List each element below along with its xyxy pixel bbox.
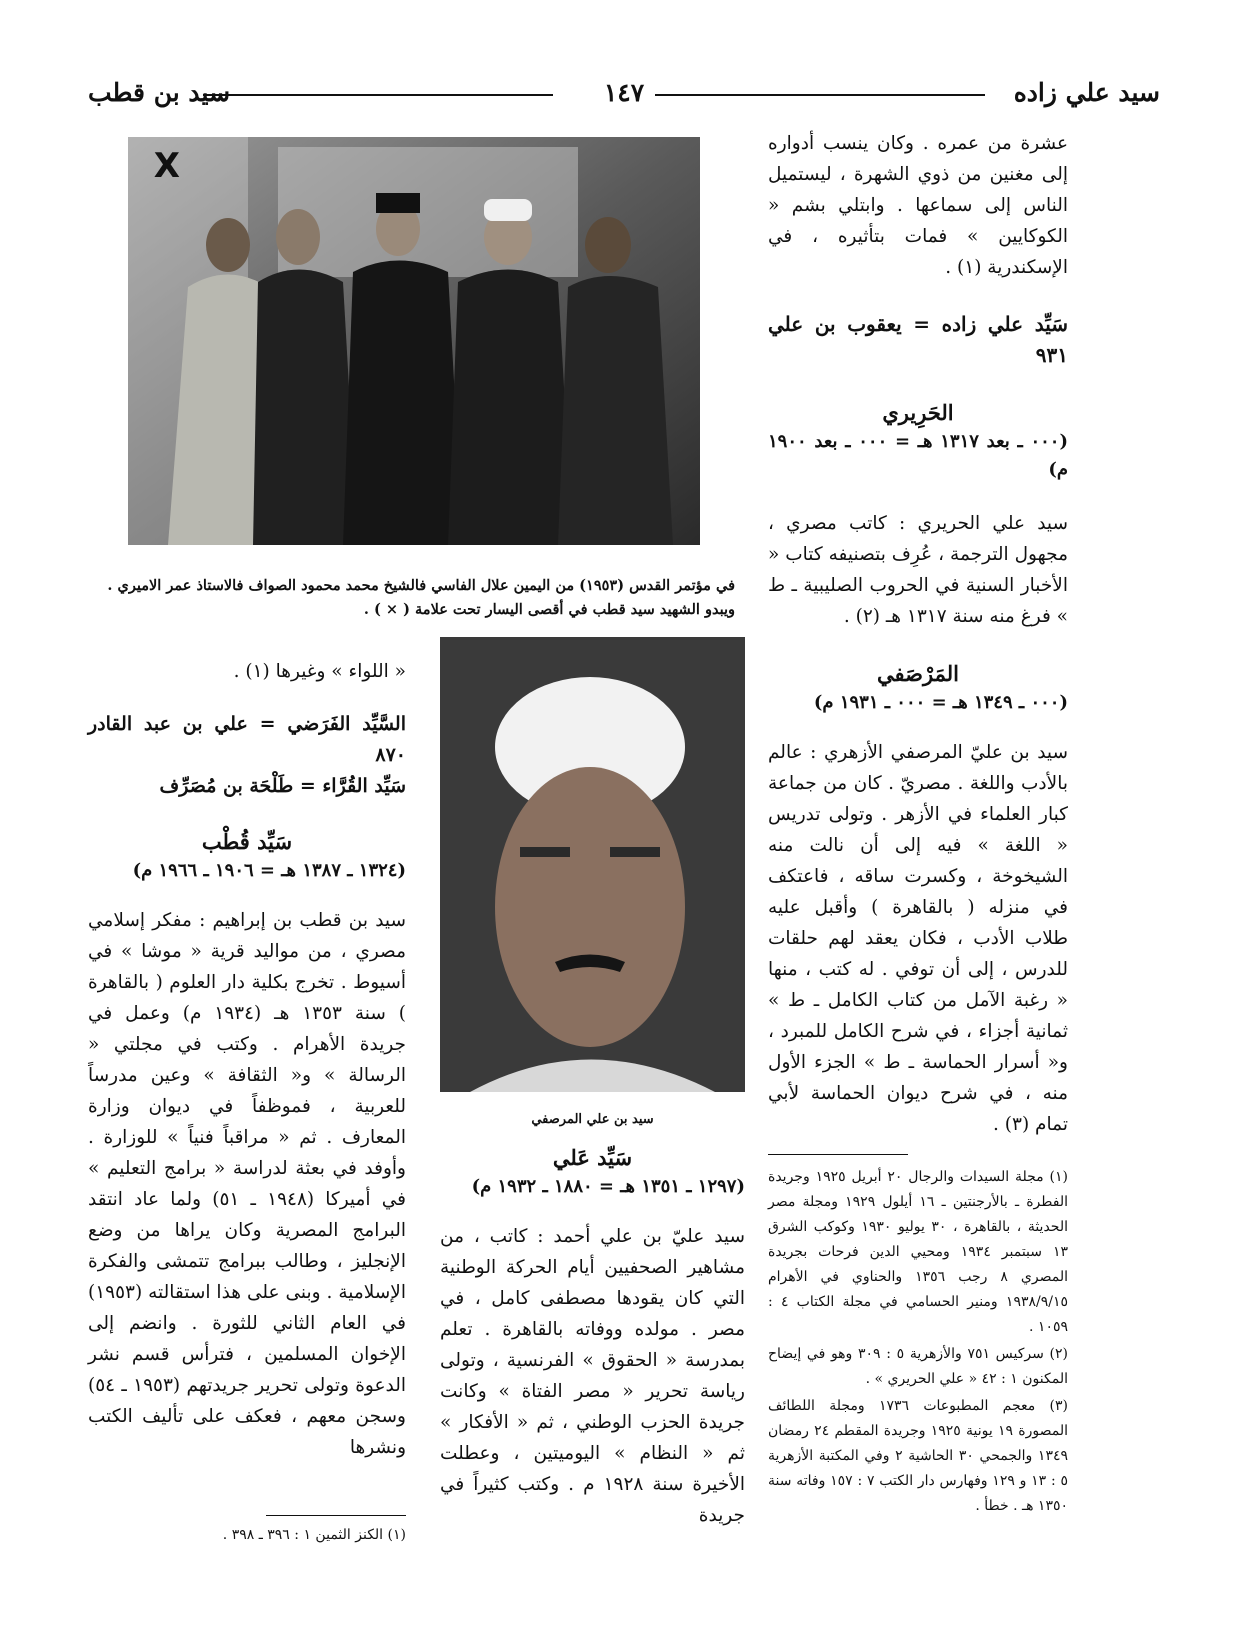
- footnote-separator: [768, 1154, 908, 1155]
- footnote-separator-left: [266, 1515, 406, 1516]
- entry-body-hariri: سيد علي الحريري : كاتب مصري ، مجهول الترجمة ، عُرِف بتصنيفه كتاب « الأخبار السنية في الحروب الصليبية ـ ط » فرغ منه سنة ١٣١٧ هـ (٢) .: [768, 513, 1068, 627]
- xref-faradi: السَّيِّد الفَرَضي = علي بن عبد القادر ٨٧٠: [88, 713, 406, 766]
- xref-ali-zadeh: سَيِّد علي زاده = يعقوب بن علي ٩٣١: [768, 312, 1068, 367]
- entry-title-ali: سَيِّد عَلي: [552, 1145, 633, 1170]
- portrait-caption: سيد بن علي المرصفي: [531, 1112, 654, 1127]
- footnote-left: (١) الكنز الثمين ١ : ٣٩٦ ـ ٣٩٨ .: [222, 1527, 406, 1543]
- entry-body-marsafi: سيد بن عليّ المرصفي الأزهري : عالم بالأدب واللغة . مصريّ . كان من جماعة كبار العلماء في الأزهر . وتولى تدريس « اللغة » فيه إلى أن نالت منه الشيخوخة ، وكسرت ساقه ، فاعتكف في منزله ( بالقاهرة ) وأقبل عليه طلاب الأدب ، فكان يعقد لهم حلقات للدرس ، إلى أن توفي . له كتب ، منها « رغبة الآمل من كتاب الكامل ـ ط » ثمانية أجزاء ، في شرح الكامل للمبرد ، و« أسرار الحماسة ـ ط » الجزء الأول منه ، في شرح ديوان الحماسة لأبي تمام (٣) .: [768, 742, 1068, 1135]
- xref-qurra: سَيِّد القُرَّاء = طَلْحَة بن مُصَرِّف: [159, 775, 406, 797]
- entry-continuation-left: « اللواء » وغيرها (١) .: [233, 661, 406, 682]
- header-right-title: سيد علي زاده: [1013, 78, 1160, 107]
- running-header: [88, 78, 1160, 118]
- footnotes-right: [768, 1165, 1068, 1519]
- entry-title-qutb: سَيِّد قُطْب: [201, 829, 293, 854]
- portrait-photo: [440, 637, 745, 1092]
- left-column: [88, 656, 406, 1463]
- right-column: [768, 128, 1068, 1521]
- entry-continuation: عشرة من عمره . وكان ينسب أدواره إلى مغنين من ذوي الشهرة ، ليستميل الناس إلى سماعها . وابتلي بشم « الكوكايين » فمات بتأثيره ، في الإسكندرية (١) .: [768, 133, 1068, 278]
- entry-dates-marsafi: (٠٠٠ ـ ١٣٤٩ هـ = ٠٠٠ ـ ١٩٣١ م): [813, 692, 1068, 713]
- entry-body-ali: سيد عليّ بن علي أحمد : كاتب ، من مشاهير الصحفيين أيام الحركة الوطنية التي كان يقودها مصطفى كامل ، في مصر . مولده ووفاته بالقاهرة . تعلم بمدرسة « الحقوق » الفرنسية ، وتولى رياسة تحرير « مصر الفتاة » وكانت جريدة الحزب الوطني ، ثم « الأفكار » ثم « النظام » اليوميتين ، وعطلت الأخيرة سنة ١٩٢٨ م . وكتب كثيراً في جريدة: [440, 1226, 746, 1526]
- entry-dates-hariri: (٠٠٠ ـ بعد ١٣١٧ هـ = ٠٠٠ ـ بعد ١٩٠٠ م): [768, 431, 1069, 480]
- entry-body-qutb: سيد بن قطب بن إبراهيم : مفكر إسلامي مصري ، من مواليد قرية « موشا » في أسيوط . تخرج بكلية دار العلوم ( بالقاهرة ) سنة ١٣٥٣ هـ (١٩٣٤ م) وعمل في جريدة الأهرام . وكتب في مجلتي « الرسالة » و« الثقافة » وعين مدرساً للعربية ، فموظفاً في ديوان وزارة المعارف . ثم « مراقباً فنياً » للوزارة . وأوفد في بعثة لدراسة « برامج التعليم » في أميركا (١٩٤٨ ـ ٥١) ولما عاد انتقد البرامج المصرية وكان يراها من وضع الإنجليز ، وطالب ببرامج تتمشى والفكرة الإسلامية . وبنى على هذا استقالته (١٩٥٣) في العام الثاني للثورة . وانضم إلى الإخوان المسلمين ، فترأس قسم نشر الدعوة وتولى تحرير جريدتهم (١٩٥٣ ـ ٥٤) وسجن معهم ، فعكف على تأليف الكتب ونشرها: [88, 910, 407, 1458]
- footnote-2: (٢) سركيس ٧٥١ والأزهرية ٥ : ٣٠٩ وهو في إيضاح المكنون ١ : ٤٢ « علي الحريري » .: [768, 1346, 1069, 1387]
- conference-photo: [128, 137, 700, 545]
- header-rule-right: [655, 94, 985, 96]
- footnote-3: (٣) معجم المطبوعات ١٧٣٦ ومجلة اللطائف المصورة ١٩ يونية ١٩٢٥ وجريدة المقطم ٢٤ رمضان ١٣٤٩ والجمحي ٣٠ الحاشية ٢ وفي المكتبة الأزهرية ٥ : ١٣ و ١٢٩ وفهارس دار الكتب ٧ : ١٥٧ وفاته سنة ١٣٥٠ هـ . خطأ .: [768, 1398, 1069, 1514]
- conference-photo-caption: في مؤتمر القدس (١٩٥٣) من اليمين علال الفاسي فالشيخ محمد محمود الصواف فالاستاذ عمر الاميري . ويبدو الشهيد سيد قطب في أقصى اليسار تحت علامة ( × ) .: [107, 577, 735, 618]
- conference-photo-image: [128, 137, 700, 545]
- photo-x-mark: X: [153, 146, 180, 186]
- header-left-title: سيد بن قطب: [88, 78, 231, 107]
- entry-title-marsafi: المَرْصَفي: [877, 661, 959, 686]
- entry-title-hariri: الحَرِيري: [882, 400, 954, 425]
- portrait-photo-image: [440, 637, 745, 1092]
- header-rule-left: [203, 94, 553, 96]
- entry-dates-ali: (١٢٩٧ ـ ١٣٥١ هـ = ١٨٨٠ ـ ١٩٣٢ م): [471, 1176, 745, 1197]
- page-number: ١٤٧: [603, 78, 645, 107]
- middle-column: [440, 1142, 745, 1531]
- footnote-1: (١) مجلة السيدات والرجال ٢٠ أبريل ١٩٢٥ وجريدة الفطرة ـ بالأرجنتين ـ ١٦ أيلول ١٩٢٩ ومجلة مصر الحديثة ، بالقاهرة ، ٣٠ يوليو ١٩٣٠ وكوكب الشرق ١٣ سبتمبر ١٩٣٤ ومحيي الدين فرحات بجريدة المصري ٨ رجب ١٣٥٦ والحناوي في الأهرام ١٩٣٨/٩/١٥ ومنير الحسامي في مجلة الكتاب ٤ : ١٠٥٩ .: [768, 1169, 1068, 1335]
- entry-dates-qutb: (١٣٢٤ ـ ١٣٨٧ هـ = ١٩٠٦ ـ ١٩٦٦ م): [132, 860, 406, 881]
